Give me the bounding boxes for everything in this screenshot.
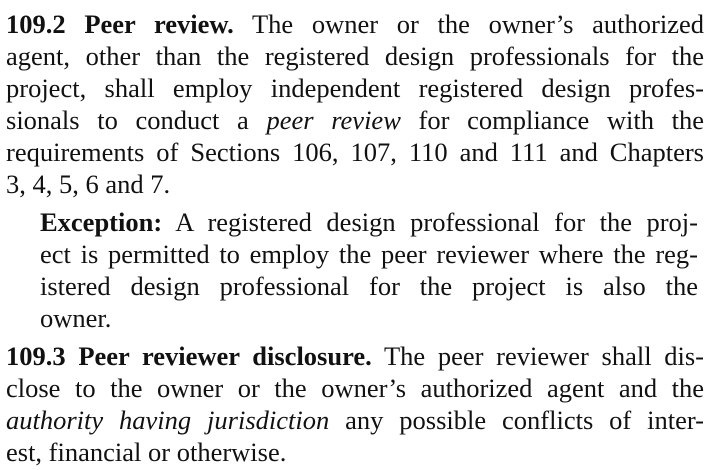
body-text: istered design professional for the project is also the <box>40 271 698 301</box>
section-109-2-line-5 <box>6 136 704 168</box>
body-text: for compliance with the <box>418 105 705 135</box>
section-109-3-line-2 <box>6 372 704 404</box>
section-109-3-heading <box>6 341 372 371</box>
body-text: A registered design professional for the proj- <box>175 207 698 237</box>
section-title: Peer reviewer disclosure. <box>78 341 372 371</box>
body-text: project, shall employ independent registered design profes- <box>6 73 704 103</box>
body-text: ect is permitted to employ the peer reviewer where the reg- <box>40 239 698 269</box>
section-109-2-line-4 <box>6 104 704 136</box>
body-text: owner. <box>40 303 112 333</box>
body-text: est, financial or otherwise. <box>6 437 287 467</box>
section-109-3-line-4 <box>6 436 286 468</box>
section-109-2-heading <box>6 9 234 39</box>
body-text: agent, other than the registered design professionals for the <box>6 41 704 71</box>
body-text: close to the owner or the owner’s authorized agent and the <box>6 373 704 403</box>
body-text: The peer reviewer shall dis- <box>383 341 704 371</box>
body-text: requirements of Sections 106, 107, 110 and 111 and Chapters <box>6 137 704 167</box>
section-109-3-line-3 <box>6 404 704 436</box>
section-number: 109.2 <box>6 9 66 39</box>
body-text: any possible conflicts of inter- <box>345 405 704 435</box>
exception-line-1 <box>40 206 698 238</box>
body-text: The owner or the owner’s authorized <box>251 9 705 39</box>
section-109-2-line-3 <box>6 72 704 104</box>
section-109-2-line-6 <box>6 168 170 200</box>
defined-term-peer-review: peer review <box>266 105 401 135</box>
exception-line-4 <box>40 302 698 334</box>
section-109-3-line-1 <box>6 340 704 372</box>
body-text: sionals to conduct a <box>6 105 249 135</box>
exception-line-3 <box>40 270 698 302</box>
section-number: 109.3 <box>6 341 66 371</box>
section-109-2-line-2 <box>6 40 704 72</box>
section-109-2-line-1 <box>6 8 704 40</box>
body-text: 3, 4, 5, 6 and 7. <box>6 169 171 199</box>
exception-line-2 <box>40 238 698 270</box>
defined-term-authority-having-jurisdiction: authority having jurisdiction <box>6 405 330 435</box>
exception-title: Exception: <box>40 207 163 237</box>
section-title: Peer review. <box>84 9 234 39</box>
